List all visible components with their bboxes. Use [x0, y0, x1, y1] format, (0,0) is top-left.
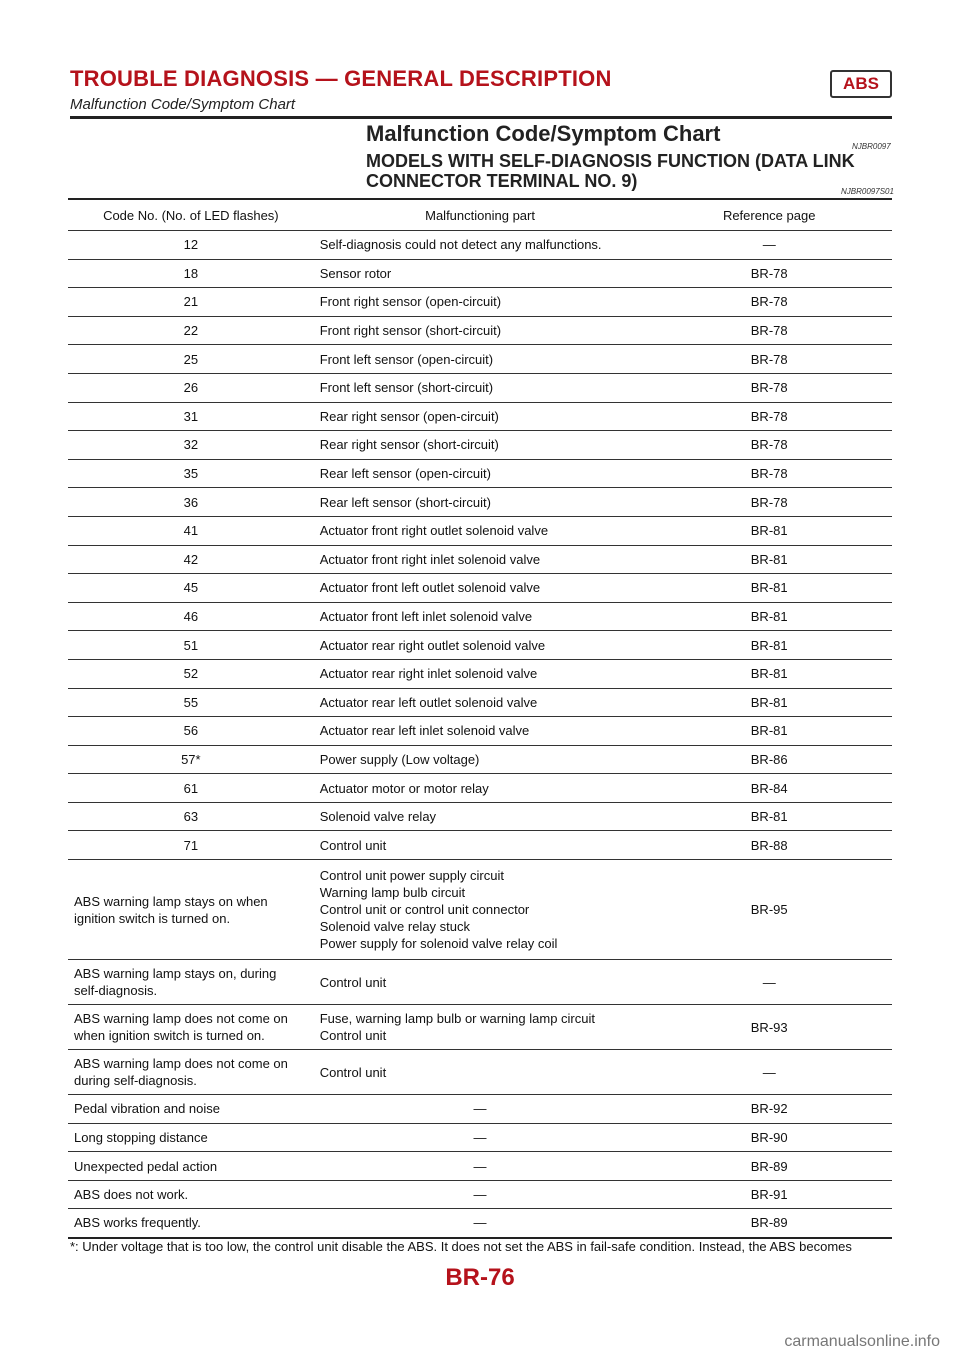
- table-row: [68, 402, 892, 431]
- table-row: [68, 688, 892, 717]
- table-row: [68, 316, 892, 345]
- cell-page: —: [646, 231, 892, 260]
- page-header-title: TROUBLE DIAGNOSIS — GENERAL DESCRIPTION: [70, 66, 612, 91]
- header-page: Reference page: [646, 199, 892, 231]
- cell-code: Long stopping distance: [68, 1123, 314, 1152]
- cell-part: Solenoid valve relay: [314, 802, 647, 831]
- table-row: [68, 1123, 892, 1152]
- table-row: [68, 802, 892, 831]
- cell-part: Sensor rotor: [314, 259, 647, 288]
- cell-page: —: [646, 960, 892, 1005]
- table-row: [68, 259, 892, 288]
- cell-code: ABS warning lamp stays on when ignition switch is turned on.: [68, 860, 314, 960]
- cell-page: BR-81: [646, 659, 892, 688]
- cell-code: 32: [68, 431, 314, 460]
- cell-part: Front left sensor (short-circuit): [314, 373, 647, 402]
- cell-part: Front left sensor (open-circuit): [314, 345, 647, 374]
- section-title: Malfunction Code/Symptom Chart: [366, 121, 721, 146]
- cell-page: BR-78: [646, 345, 892, 374]
- cell-part: Actuator front left inlet solenoid valve: [314, 602, 647, 631]
- cell-code: 45: [68, 574, 314, 603]
- table-row: [68, 1180, 892, 1209]
- cell-page: BR-84: [646, 774, 892, 803]
- cell-code: 21: [68, 288, 314, 317]
- cell-page: BR-90: [646, 1123, 892, 1152]
- cell-code: 25: [68, 345, 314, 374]
- cell-part: Actuator front right outlet solenoid valve: [314, 516, 647, 545]
- cell-code: 55: [68, 688, 314, 717]
- table-row: [68, 1209, 892, 1238]
- cell-part: Control unit power supply circuit Warning lamp bulb circuit Control unit or control unit connector Solenoid valve relay stuck Power supply for solenoid valve relay coil: [314, 860, 647, 960]
- abs-badge: ABS: [830, 70, 892, 98]
- cell-part: Rear left sensor (open-circuit): [314, 459, 647, 488]
- cell-page: BR-81: [646, 602, 892, 631]
- table-row: [68, 831, 892, 860]
- cell-part: Actuator front left outlet solenoid valve: [314, 574, 647, 603]
- cell-part: Actuator front right inlet solenoid valve: [314, 545, 647, 574]
- cell-page: BR-78: [646, 373, 892, 402]
- cell-part: Self-diagnosis could not detect any malfunctions.: [314, 231, 647, 260]
- cell-code: ABS works frequently.: [68, 1209, 314, 1238]
- table-row: [68, 574, 892, 603]
- cell-code: 52: [68, 659, 314, 688]
- table-row: [68, 545, 892, 574]
- cell-part: Power supply (Low voltage): [314, 745, 647, 774]
- cell-code: 56: [68, 717, 314, 746]
- cell-code: ABS does not work.: [68, 1180, 314, 1209]
- cell-page: BR-78: [646, 431, 892, 460]
- table-row: [68, 373, 892, 402]
- header-part: Malfunctioning part: [314, 199, 647, 231]
- table-row: [68, 345, 892, 374]
- table-row: [68, 288, 892, 317]
- cell-part: Actuator motor or motor relay: [314, 774, 647, 803]
- cell-part: Actuator rear right outlet solenoid valve: [314, 631, 647, 660]
- cell-page: BR-89: [646, 1152, 892, 1181]
- cell-page: BR-81: [646, 688, 892, 717]
- cell-part: Fuse, warning lamp bulb or warning lamp circuit Control unit: [314, 1005, 647, 1050]
- cell-page: BR-88: [646, 831, 892, 860]
- cell-part: —: [314, 1123, 647, 1152]
- cell-page: BR-81: [646, 631, 892, 660]
- cell-code: Unexpected pedal action: [68, 1152, 314, 1181]
- cell-part: Actuator rear right inlet solenoid valve: [314, 659, 647, 688]
- cell-page: BR-95: [646, 860, 892, 960]
- cell-page: BR-81: [646, 516, 892, 545]
- table-row: [68, 1050, 892, 1095]
- cell-page: BR-78: [646, 488, 892, 517]
- cell-part: Front right sensor (short-circuit): [314, 316, 647, 345]
- section-subtitle: MODELS WITH SELF-DIAGNOSIS FUNCTION (DATA LINK CONNECTOR TERMINAL NO. 9): [366, 151, 855, 191]
- cell-part: Front right sensor (open-circuit): [314, 288, 647, 317]
- cell-code: 46: [68, 602, 314, 631]
- cell-code: 57*: [68, 745, 314, 774]
- section-ref: NJBR0097: [852, 142, 891, 151]
- table-row: [68, 1005, 892, 1050]
- table-row: [68, 231, 892, 260]
- cell-code: Pedal vibration and noise: [68, 1095, 314, 1124]
- header-code: Code No. (No. of LED flashes): [68, 199, 314, 231]
- cell-page: BR-78: [646, 459, 892, 488]
- symptom-chart-table-wrap: [68, 198, 892, 1239]
- table-row: [68, 745, 892, 774]
- cell-page: BR-92: [646, 1095, 892, 1124]
- cell-code: ABS warning lamp does not come on during self-diagnosis.: [68, 1050, 314, 1095]
- cell-code: ABS warning lamp does not come on when ignition switch is turned on.: [68, 1005, 314, 1050]
- cell-page: BR-91: [646, 1180, 892, 1209]
- table-header-row: [68, 199, 892, 231]
- table-row: [68, 774, 892, 803]
- cell-page: BR-93: [646, 1005, 892, 1050]
- table-row: [68, 602, 892, 631]
- table-row: [68, 659, 892, 688]
- cell-page: BR-78: [646, 316, 892, 345]
- table-row: [68, 516, 892, 545]
- cell-page: BR-78: [646, 402, 892, 431]
- table-row: [68, 860, 892, 960]
- cell-page: BR-81: [646, 545, 892, 574]
- table-row: [68, 459, 892, 488]
- cell-code: 18: [68, 259, 314, 288]
- cell-part: Actuator rear left inlet solenoid valve: [314, 717, 647, 746]
- cell-part: Rear right sensor (open-circuit): [314, 402, 647, 431]
- cell-code: 22: [68, 316, 314, 345]
- table-row: [68, 488, 892, 517]
- cell-code: 71: [68, 831, 314, 860]
- cell-code: 41: [68, 516, 314, 545]
- table-body: [68, 231, 892, 1238]
- cell-page: BR-78: [646, 288, 892, 317]
- table-row: [68, 1095, 892, 1124]
- cell-page: —: [646, 1050, 892, 1095]
- cell-page: BR-81: [646, 802, 892, 831]
- cell-code: 12: [68, 231, 314, 260]
- table-row: [68, 1152, 892, 1181]
- page-header-subtitle: Malfunction Code/Symptom Chart: [70, 96, 296, 113]
- cell-page: BR-86: [646, 745, 892, 774]
- cell-page: BR-89: [646, 1209, 892, 1238]
- cell-part: Actuator rear left outlet solenoid valve: [314, 688, 647, 717]
- cell-page: BR-81: [646, 717, 892, 746]
- cell-code: 26: [68, 373, 314, 402]
- cell-part: Control unit: [314, 1050, 647, 1095]
- cell-code: 51: [68, 631, 314, 660]
- cell-code: 31: [68, 402, 314, 431]
- cell-part: —: [314, 1095, 647, 1124]
- cell-code: 42: [68, 545, 314, 574]
- cell-code: 35: [68, 459, 314, 488]
- cell-page: BR-81: [646, 574, 892, 603]
- cell-part: Rear right sensor (short-circuit): [314, 431, 647, 460]
- section-subtitle-ref: NJBR0097S01: [841, 187, 894, 196]
- cell-code: 36: [68, 488, 314, 517]
- table-row: [68, 717, 892, 746]
- header-rule: [70, 116, 892, 119]
- footnote: *: Under voltage that is too low, the control unit disable the ABS. It does not set the ABS in fail-safe condition. Instead, the ABS becomes: [70, 1239, 852, 1254]
- cell-code: 61: [68, 774, 314, 803]
- table-row: [68, 431, 892, 460]
- cell-part: Control unit: [314, 831, 647, 860]
- watermark: carmanualsonline.info: [784, 1333, 940, 1350]
- symptom-chart-table: [68, 198, 892, 1239]
- cell-part: —: [314, 1209, 647, 1238]
- cell-part: Rear left sensor (short-circuit): [314, 488, 647, 517]
- cell-code: 63: [68, 802, 314, 831]
- cell-code: ABS warning lamp stays on, during self-diagnosis.: [68, 960, 314, 1005]
- cell-part: —: [314, 1180, 647, 1209]
- table-row: [68, 960, 892, 1005]
- cell-part: —: [314, 1152, 647, 1181]
- cell-page: BR-78: [646, 259, 892, 288]
- cell-part: Control unit: [314, 960, 647, 1005]
- page-number: BR-76: [445, 1264, 515, 1291]
- table-row: [68, 631, 892, 660]
